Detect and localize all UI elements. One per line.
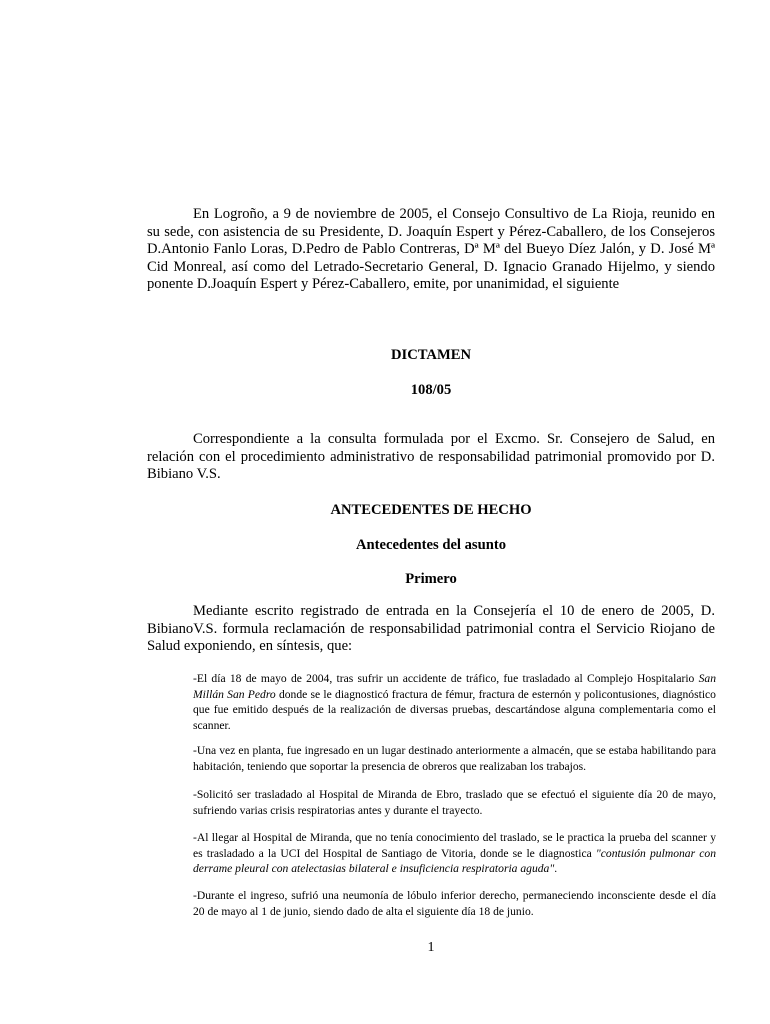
antecedentes-hecho-heading: ANTECEDENTES DE HECHO [330, 502, 532, 518]
diagnosis-quote: "contusión pulmonar con derrame pleural con atelectasias bilateral e insuficiencia respiratoria aguda" [193, 846, 716, 876]
quote-item-2: -Una vez en planta, fue ingresado en un lugar destinado anteriormente a almacén, que se estaba habilitando para habitación, teniendo que soportar la presencia de obreros que realizaban los trabajos. [193, 744, 716, 773]
quote-item-1: -El día 18 de mayo de 2004, tras sufrir un accidente de tráfico, fue trasladado al Complejo Hospitalario San Millán San Pedro donde se le diagnosticó fractura de fémur, fractura de esternón y policontusiones, diagnóstico que fue emitido después de la realización de diversas pruebas, descartándose alguna complementaria como el scanner. [193, 672, 716, 733]
dictamen-number: 108/05 [410, 382, 452, 398]
quote-item-5: -Durante el ingreso, sufrió una neumonía de lóbulo inferior derecho, permaneciendo inconsciente desde el día 20 de mayo al 1 de junio, siendo dado de alta el siguiente día 18 de junio. [193, 889, 716, 918]
dictamen-heading: DICTAMEN [391, 347, 471, 363]
page-number: 1 [427, 940, 435, 955]
escrito-paragraph [147, 603, 715, 656]
escrito-text: Mediante escrito registrado de entrada en la Consejería el 10 de enero de 2005, D. BibianoV.S. formula reclamación de responsabilidad patrimonial contra el Servicio Riojano de Salud exponiendo, en síntesis, que: [147, 603, 715, 655]
quote-item-4: -Al llegar al Hospital de Miranda, que no tenía conocimiento del traslado, se le practica la prueba del scanner y es trasladado a la UCI del Hospital de Santiago de Vitoria, donde se le diagnostica "contusión pulmonar con derrame pleural con atelectasias bilateral e insuficiencia respiratoria aguda". [193, 831, 716, 876]
primero-heading: Primero [405, 571, 457, 587]
consulta-paragraph [147, 431, 715, 484]
consulta-text: Correspondiente a la consulta formulada por el Excmo. Sr. Consejero de Salud, en relación con el procedimiento administrativo de responsabilidad patrimonial promovido por D. Bibiano V.S. [147, 431, 715, 483]
antecedentes-asunto-heading: Antecedentes del asunto [356, 537, 506, 553]
intro-text: En Logroño, a 9 de noviembre de 2005, el Consejo Consultivo de La Rioja, reunido en su sede, con asistencia de su Presidente, D. Joaquín Espert y Pérez-Caballero, de los Consejeros D.Antonio Fanlo Loras, D.Pedro de Pablo Contreras, Dª Mª del Bueyo Díez Jalón, y D. José Mª Cid Monreal, así como del Letrado-Secretario General, D. Ignacio Granado Hijelmo, y siendo ponente D.Joaquín Espert y Pérez-Caballero, emite, por unanimidad, el siguiente [147, 206, 715, 293]
quote-item-3: -Solicitó ser trasladado al Hospital de Miranda de Ebro, traslado que se efectuó el siguiente día 20 de mayo, sufriendo varias crisis respiratorias antes y durante el trayecto. [193, 788, 716, 817]
intro-paragraph [147, 206, 715, 294]
hospital-name: San Millán San Pedro [193, 672, 716, 701]
